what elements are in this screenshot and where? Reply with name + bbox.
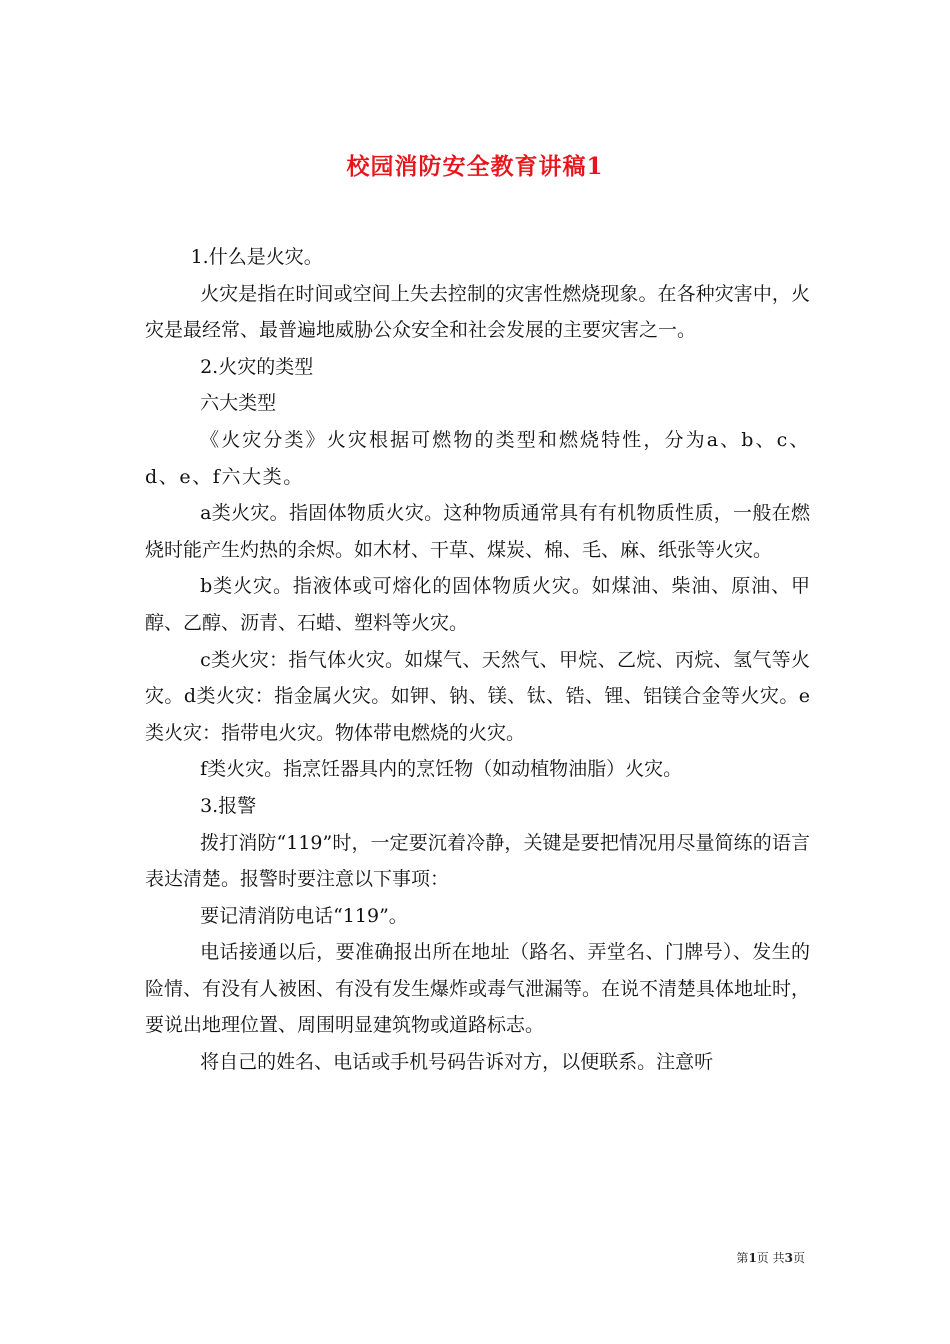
- page-total: 3: [784, 1251, 793, 1265]
- document-title: 校园消防安全教育讲稿1: [346, 153, 604, 181]
- page-prefix: 第: [736, 1251, 749, 1265]
- paragraph-class-f: f类火灾。指烹饪器具内的烹饪物（如动植物油脂）火灾。: [200, 758, 683, 781]
- page-footer: [736, 1249, 805, 1266]
- paragraph-fire-definition: 火灾是指在时间或空间上失去控制的灾害性燃烧现象。在各种灾害中，火灾是最经常、最普遍地威胁公众安全和社会发展的主要灾害之一。: [145, 282, 810, 342]
- page-current: 1: [748, 1251, 757, 1265]
- heading-what-is-fire: 1.什么是火灾。: [190, 246, 323, 268]
- page-middle: 页 共: [756, 1251, 785, 1265]
- paragraph-fire-classification: 《火灾分类》火灾根据可燃物的类型和燃烧特性，分为a、b、c、d、e、f六大类。: [145, 428, 810, 488]
- paragraph-class-a: a类火灾。指固体物质火灾。这种物质通常具有有机物质性质，一般在燃烧时能产生灼热的余烬。如木材、干草、煤炭、棉、毛、麻、纸张等火灾。: [145, 502, 810, 561]
- paragraph-class-b: b类火灾。指液体或可熔化的固体物质火灾。如煤油、柴油、原油、甲醇、乙醇、沥青、石蜡、塑料等火灾。: [145, 575, 810, 634]
- paragraph-give-contact: 将自己的姓名、电话或手机号码告诉对方，以便联系。注意听: [200, 1051, 714, 1074]
- paragraph-call-119: 拨打消防“119”时，一定要沉着冷静，关键是要把情况用尽量简练的语言表达清楚。报警时要注意以下事项：: [145, 831, 810, 891]
- paragraph-six-types: 六大类型: [200, 392, 277, 415]
- heading-fire-types: 2.火灾的类型: [200, 355, 314, 378]
- heading-alarm: 3.报警: [200, 794, 257, 817]
- document-body: [145, 239, 810, 1081]
- paragraph-remember-119: 要记清消防电话“119”。: [200, 904, 408, 927]
- page-suffix: 页: [792, 1251, 805, 1265]
- paragraph-class-c-d-e: c类火灾：指气体火灾。如煤气、天然气、甲烷、乙烷、丙烷、氢气等火灾。d类火灾：指金属火灾。如钾、钠、镁、钛、锆、锂、铝镁合金等火灾。e类火灾：指带电火灾。物体带电燃烧的火灾。: [145, 648, 810, 744]
- paragraph-report-address: 电话接通以后，要准确报出所在地址（路名、弄堂名、门牌号）、发生的险情、有没有人被困、有没有发生爆炸或毒气泄漏等。在说不清楚具体地址时，要说出地理位置、周围明显建筑物或道路标志。: [145, 941, 811, 1037]
